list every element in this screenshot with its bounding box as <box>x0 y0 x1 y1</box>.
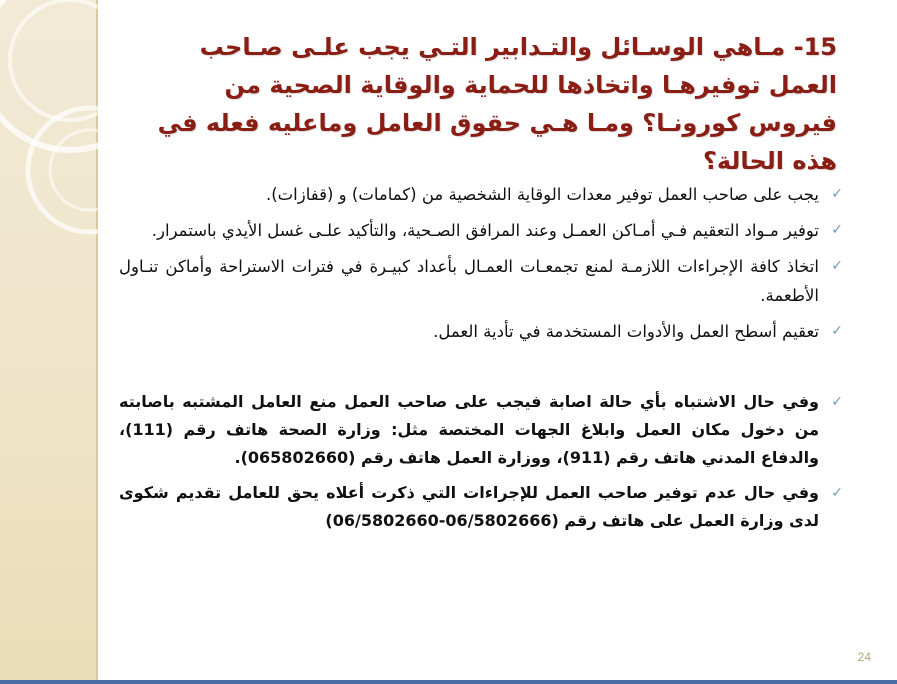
list-item-text: تعقيم أسطح العمل والأدوات المستخدمة في تأدية العمل. <box>433 322 819 341</box>
list-spacer <box>119 353 819 381</box>
list-item <box>119 216 843 245</box>
list-item-text: توفير مـواد التعقيم فـي أمـاكن العمـل وعند المرافق الصـحية، والتأكيد علـى غسل الأيدي باستمرار. <box>151 221 819 240</box>
deco-circle-medium <box>10 0 130 120</box>
slide-title: 15- مـاهي الوسـائل والتـدابير التـي يجب علـى صـاحب العمل توفيرهـا واتخاذها للحماية والوقاية الصحية من فيروس كورونـا؟ ومـا هـي حقوق العامل وماعليه فعله في هذه الحالة؟ <box>157 33 837 175</box>
list-item-text: يجب على صاحب العمل توفير معدات الوقاية الشخصية من (كمامات) و (قفازات). <box>265 185 819 204</box>
page-number: 24 <box>857 650 871 664</box>
bottom-bar <box>0 680 897 684</box>
list-item-bold <box>119 479 843 535</box>
list-item-text: اتخاذ كافة الإجراءات اللازمـة لمنع تجمعـات العمـال بأعداد كبيـرة في فترات الاستراحة وأماكن تنـاول الأطعمة. <box>119 257 819 305</box>
list-item-bold <box>119 388 843 472</box>
list-item <box>119 252 843 310</box>
content-list <box>119 180 843 542</box>
list-item-text: وفي حال الاشتباه بأي حالة اصابة فيجب على صاحب العمل منع العامل المشتبه باصابته من دخول مكان العمل وابلاغ الجهات المختصة مثل: وزارة الصحة هاتف رقم (111)، والدفاع المدني هاتف رقم (911)، ووزارة العمل هاتف رقم (065802660). <box>119 392 819 467</box>
check-icon: ✓ <box>831 323 843 339</box>
check-icon: ✓ <box>831 394 843 410</box>
check-icon: ✓ <box>831 258 843 274</box>
check-icon: ✓ <box>831 222 843 238</box>
deco-circle-lower-inner <box>50 130 130 210</box>
check-icon: ✓ <box>831 186 843 202</box>
list-item-text: وفي حال عدم توفير صاحب العمل للإجراءات التي ذكرت أعلاه يحق للعامل تقديم شكوى لدى وزارة العمل على هاتف رقم (06/5802666-06/5802660) <box>119 483 819 530</box>
list-item <box>119 180 843 209</box>
check-icon: ✓ <box>831 485 843 501</box>
list-item <box>119 317 843 346</box>
